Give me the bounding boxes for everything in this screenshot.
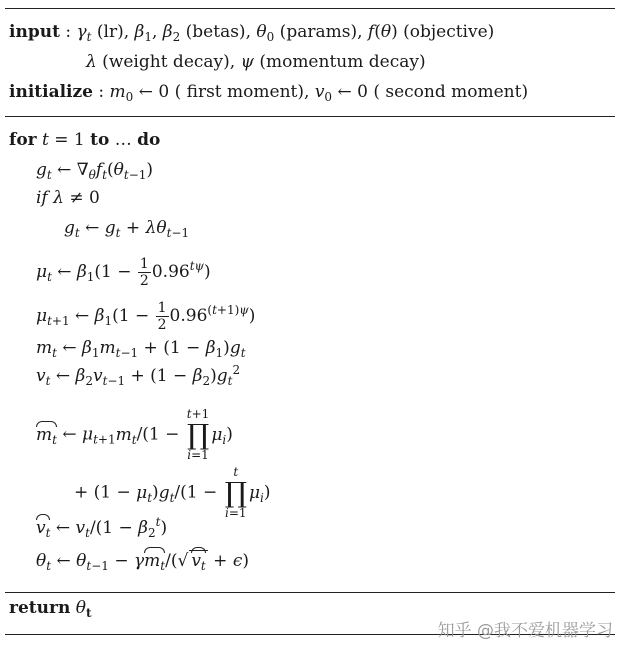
step-if-weight-decay: if λ ≠ 0 [36, 188, 100, 208]
initialize-keyword: initialize [9, 82, 93, 102]
for-keyword: for [9, 130, 37, 150]
return-keyword: return [9, 598, 71, 618]
step-m-hat: $m_t$ ← $\mu_{t+1}m_t/(1$ − t+1 ∏ i=1 $\mu_i$) [36, 407, 233, 462]
step-second-moment: $v_t$ ← $\beta_2v_{t-1} + (1 - \beta_2)g_t^2$ [36, 363, 241, 388]
step-gradient: $g_t$ ← $\nabla_\theta f_t(\theta_{t-1})$ [36, 160, 154, 182]
step-mu-t-plus-1: $\mu_{t+1}$ ← $\beta_1(1$ − $\frac{1}{2}$ $0.96^{(t+1)\psi}$) [36, 300, 256, 333]
for-line: for t = 1 to … do [9, 130, 161, 150]
step-v-hat: $v_t$ ← $v_t/(1 - \beta_2^t)$ [36, 515, 168, 540]
input-line-2: λ (weight decay), ψ (momentum decay) [86, 52, 426, 72]
step-first-moment: $m_t$ ← $\beta_1m_{t-1} + (1 - \beta_1)g_t$ [36, 338, 246, 360]
step-m-hat-cont: + $(1 - \mu_t)g_t/(1$ − t ∏ i=1 $\mu_i$) [74, 465, 271, 520]
return-rule [5, 592, 615, 593]
do-keyword: do [137, 130, 161, 150]
input-text: : $\gamma_t$ (lr), $\beta_1$, $\beta_2$ (betas), $\theta_0$ (params), f(θ) (objective) [59, 22, 495, 44]
return-line: return $\theta_t$ [9, 598, 92, 620]
watermark: 知乎 @我不爱机器学习 [437, 621, 613, 641]
step-theta-update: $\theta_t$ ← $\theta_{t-1} - \gamma m_t/(√$ $v_t + \epsilon$) [36, 551, 249, 573]
top-rule [5, 8, 615, 9]
to-keyword: to [90, 130, 110, 150]
middle-rule [5, 116, 615, 117]
step-mu-t: $\mu_t$ ← $\beta_1(1$ − $\frac{1}{2}$ $0.96^{t\psi}$) [36, 256, 211, 289]
input-line [9, 22, 494, 42]
step-weight-decay: $g_t$ ← $g_t + \lambda\theta_{t-1}$ [64, 218, 190, 240]
initialize-line: initialize : $m_0$ ← 0 ( first moment), $v_0$ ← 0 ( second moment) [9, 82, 529, 104]
input-keyword: input [9, 22, 60, 42]
